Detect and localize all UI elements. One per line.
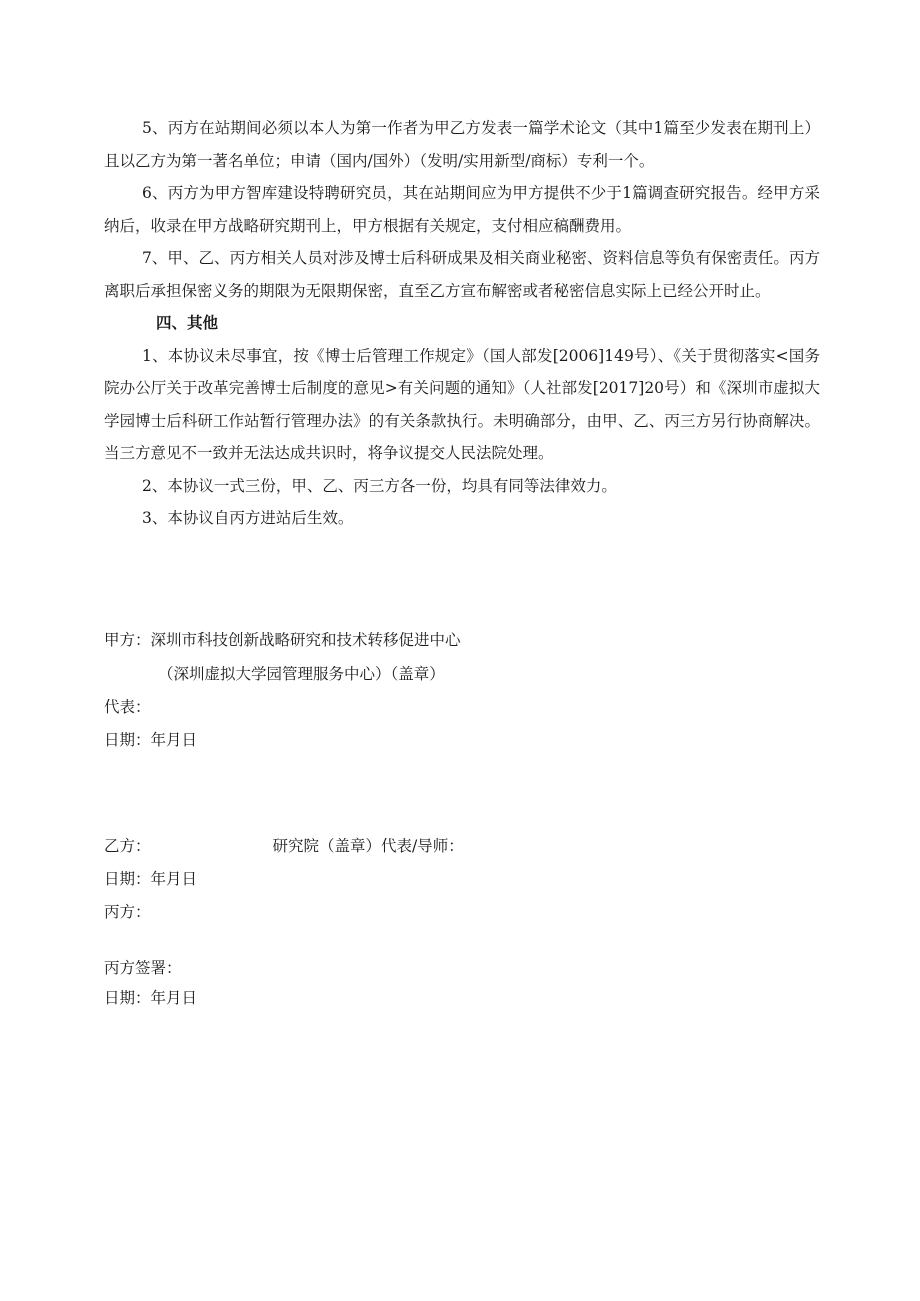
- party-b-representative: 研究院（盖章）代表/导师：: [272, 837, 464, 855]
- party-a-date: 日期：年月日: [104, 731, 198, 749]
- other-item-3: 3、本协议自丙方进站后生效。: [142, 509, 354, 527]
- other-item-2: 2、本协议一式三份，甲、乙、丙三方各一份，均具有同等法律效力。: [142, 476, 617, 495]
- clause-5: 5、丙方在站期间必须以本人为第一作者为甲乙方发表一篇学术论文（其中1篇至少发表在期刊上）且以乙方为第一著名单位；申请（国内/国外）（发明/实用新型/商标）专利一个。: [104, 119, 820, 170]
- clause-6: 6、丙方为甲方智库建设特聘研究员，其在站期间应为甲方提供不少于1篇调查研究报告。经甲方采纳后，收录在甲方战略研究期刊上，甲方根据有关规定，支付相应稿酬费用。: [104, 184, 820, 235]
- party-b-label: 乙方：: [104, 837, 151, 855]
- agreement-body: [104, 112, 820, 535]
- clause-7: 7、甲、乙、丙方相关人员对涉及博士后科研成果及相关商业秘密、资料信息等负有保密责任。丙方离职后承担保密义务的期限为无限期保密，直至乙方宣布解密或者秘密信息实际上已经公开时止。: [104, 249, 820, 300]
- section-heading-other: 四、其他: [156, 313, 219, 332]
- party-b-line: [104, 836, 824, 856]
- party-c-signature: 丙方签署：: [104, 959, 182, 977]
- party-a-subtitle: （深圳虚拟大学园管理服务中心）（盖章）: [158, 665, 445, 683]
- party-b-date: 日期：年月日: [104, 870, 198, 888]
- party-a-representative: 代表：: [104, 698, 151, 716]
- party-a-line: 甲方：深圳市科技创新战略研究和技术转移促进中心: [104, 631, 461, 649]
- other-item-1: 1、本协议未尽事宜，按《博士后管理工作规定》（国人部发[2006]149号）、《关于贯彻落实<国务院办公厅关于改革完善博士后制度的意见>有关问题的通知》（人社部发[2017]20号）和《深圳市虚拟大学园博士后科研工作站暂行管理办法》的有关条款执行。未明确部分，由甲、乙、丙三方另行协商解决。当三方意见不一致并无法达成共识时，将争议提交人民法院处理。: [104, 346, 820, 462]
- party-c-line: 丙方：: [104, 903, 151, 921]
- party-c-date: 日期：年月日: [104, 989, 198, 1007]
